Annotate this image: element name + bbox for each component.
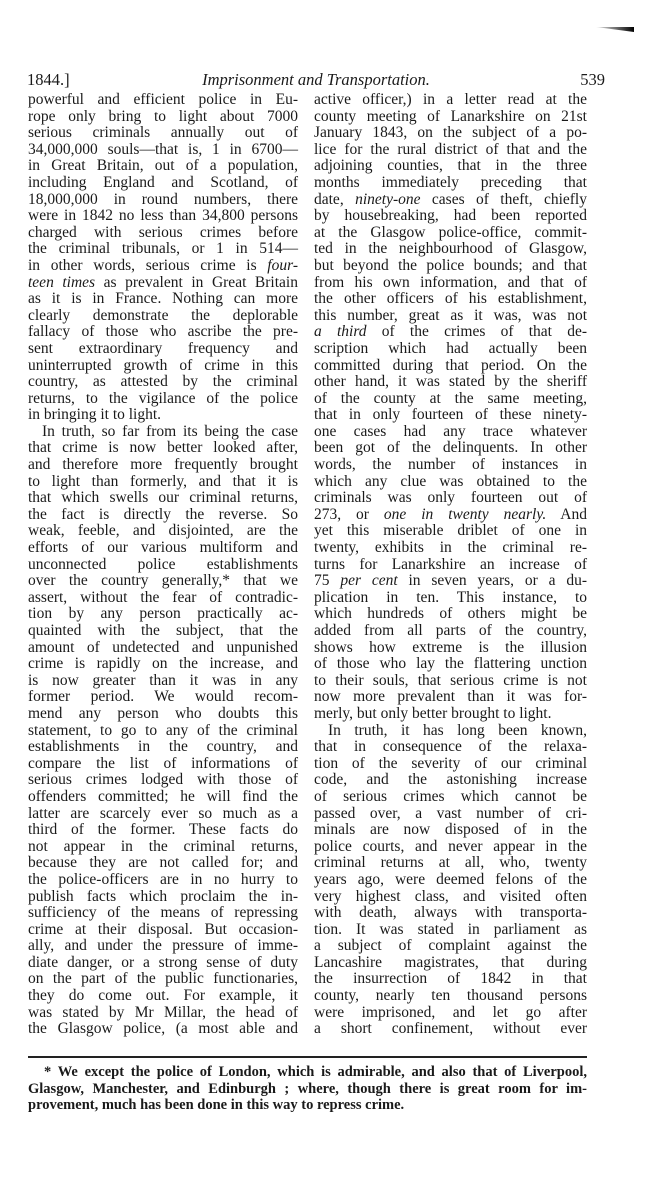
text-line: former period. We would recom- [28, 688, 298, 706]
text-line: country, as attested by the criminal [28, 373, 298, 391]
text-line: of the county at the same meeting, [314, 389, 587, 407]
text-line: this number, great as it was, was not [314, 306, 587, 324]
text-line: compare the list of informations of [28, 754, 298, 772]
text-line: code, and the astonishing increase [314, 771, 587, 789]
text-line: establishments in the country, and [28, 738, 298, 756]
text-line: now more prevalent than it was for- [314, 688, 587, 706]
text-line: rope only bring to light about 7000 [28, 107, 298, 125]
text-line: words, the number of instances in [314, 456, 587, 474]
text-line: a third of the crimes of that de- [314, 323, 587, 341]
italic-emphasis: teen times [28, 273, 96, 291]
running-head [27, 69, 605, 91]
italic-emphasis: a third [314, 323, 367, 341]
text-line: county meeting of Lanarkshire on 21st [314, 107, 587, 125]
text-line: unconnected police establishments [28, 555, 298, 573]
text-line: amount of undetected and unpunished [28, 638, 298, 656]
footnote-line: provement, much has been done in this way to repress crime. [28, 1097, 405, 1113]
right-column-text [314, 92, 587, 1038]
text-line: were in 1842 no less than 34,800 persons [28, 207, 298, 225]
italic-emphasis: per cent [340, 572, 398, 590]
text-line: 34,000,000 souls—that is, 1 in 6700— [28, 140, 298, 158]
text-line: charged with serious crimes before [28, 223, 298, 241]
text-line: because they are not called for; and [28, 854, 298, 872]
text-line: police courts, and never appear in the [314, 837, 587, 855]
text-line: weak, feeble, and disjointed, are the [28, 522, 298, 540]
text-line: passed over, a vast number of cri- [314, 804, 587, 822]
text-line: they do come out. For example, it [28, 987, 298, 1005]
text-line: added from all parts of the country, [314, 622, 587, 639]
text-line: sent extraordinary frequency and [28, 339, 298, 357]
text-line: latter are scarcely ever so much as a [28, 804, 298, 822]
text-line: other hand, it was stated by the sheriff [314, 373, 587, 391]
text-line: the Glasgow police, (a most able and [28, 1020, 298, 1038]
running-head-year: 1844.] [27, 70, 70, 89]
text-line: on the part of the public functionaries, [28, 970, 298, 988]
text-line: is now greater than it was in any [28, 671, 298, 689]
text-line: including England and Scotland, of [28, 173, 298, 191]
text-line: merly, but only better brought to light. [314, 704, 552, 722]
running-head-title: Imprisonment and Transportation. [202, 70, 430, 89]
text-line: turns for Lanarkshire an increase of [314, 555, 587, 573]
text-line: years ago, were deemed felons of the [314, 870, 587, 888]
text-line: a subject of complaint against the [314, 937, 587, 955]
italic-emphasis: four- [267, 256, 298, 274]
text-line: were imprisoned, and let go after [314, 1003, 587, 1021]
text-line: committed during that period. On the [314, 356, 587, 374]
text-line: serious crimes lodged with those of [28, 771, 298, 789]
text-line: 273, or one in twenty nearly. And [314, 505, 587, 523]
text-line: from his own information, and that of [314, 273, 587, 291]
text-line: tion of the severity of our criminal [314, 754, 587, 772]
text-line: twenty, exhibits in the criminal re- [314, 539, 587, 557]
text-line: diate danger, or a strong sense of duty [28, 953, 298, 971]
text-line: 18,000,000 in round numbers, there [28, 190, 298, 208]
text-line: assert, without the fear of contradic- [28, 588, 298, 606]
footnote-line: Glasgow, Manchester, and Edinburgh ; where, though there is great room for im- [28, 1080, 587, 1097]
text-line: Lancashire magistrates, that during [314, 953, 587, 971]
text-line: tion. It was stated in parliament as [314, 920, 587, 938]
text-line: the insurrection of 1842 in that [314, 970, 587, 988]
text-line: was stated by Mr Millar, the head of [28, 1003, 298, 1021]
text-line: of those who lay the flattering unction [314, 655, 587, 673]
text-line: by housebreaking, had been reported [314, 207, 587, 225]
text-line: serious criminals annually out of [28, 124, 298, 142]
text-line: In truth, it has long been known, [328, 721, 587, 739]
italic-emphasis: ninety-one [355, 190, 421, 208]
text-line: scription which had actually been [314, 339, 587, 357]
text-line: that in only fourteen of these ninety- [314, 406, 587, 424]
text-line: mend any person who doubts this [28, 704, 298, 722]
text-line: but beyond the police bounds; and that [314, 256, 587, 274]
text-line: shows how extreme is the illusion [314, 638, 587, 656]
text-line: to light than formerly, and that it is [28, 472, 298, 490]
text-line: quainted with the subject, that the [28, 622, 298, 639]
text-line: months immediately preceding that [314, 173, 587, 191]
text-line: uninterrupted growth of crime in this [28, 356, 298, 374]
italic-emphasis: one in twenty nearly. [383, 505, 547, 523]
footnote [28, 1064, 587, 1114]
text-line: as it is in France. Nothing can more [28, 290, 298, 308]
text-line: that crime is now better looked after, [28, 439, 298, 457]
text-line: to their souls, that serious crime is not [314, 671, 587, 689]
page-number: 539 [580, 70, 605, 89]
text-line: powerful and efficient police in Eu- [28, 91, 298, 108]
text-line: lice for the rural district of that and the [314, 140, 587, 158]
text-line: in Great Britain, out of a population, [28, 157, 298, 175]
text-line: of serious crimes which cannot be [314, 787, 587, 805]
footnote-separator-rule [28, 1056, 587, 1058]
text-line: yet this miserable driblet of one in [314, 522, 587, 540]
text-line: teen times as prevalent in Great Britain [28, 273, 298, 291]
text-line: tion by any person practically ac- [28, 605, 298, 623]
text-line: the fact is directly the reverse. So [28, 505, 298, 523]
footnote-line: * We except the police of London, which is admirable, and also that of Liverpool, [44, 1064, 587, 1080]
text-line: plication in ten. This instance, to [314, 588, 587, 606]
text-line: returns, to the vigilance of the police [28, 389, 298, 407]
text-line: offenders committed; he will find the [28, 787, 298, 805]
text-line: crime is rapidly on the increase, and [28, 655, 298, 673]
text-line: third of the former. These facts do [28, 821, 298, 839]
text-line: which hundreds of others might be [314, 605, 587, 623]
text-line: publish facts which proclaim the in- [28, 887, 298, 905]
text-line: which any clue was obtained to the [314, 472, 587, 490]
text-line: the criminal tribunals, or 1 in 514— [28, 240, 298, 258]
text-line: been got of the delinquents. In other [314, 439, 587, 457]
text-line: statement, to go to any of the criminal [28, 721, 298, 739]
text-line: efforts of our various multiform and [28, 539, 298, 557]
text-line: a short confinement, without ever [314, 1020, 587, 1038]
text-line: fallacy of those who ascribe the pre- [28, 323, 298, 341]
text-line: county, nearly ten thousand persons [314, 987, 587, 1005]
text-line: with death, always with transporta- [314, 904, 587, 922]
text-line: sufficiency of the means of repressing [28, 904, 298, 922]
text-line: not appear in the criminal returns, [28, 837, 298, 855]
text-line: clearly demonstrate the deplorable [28, 306, 298, 324]
text-line: at the Glasgow police-office, commit- [314, 223, 587, 241]
text-line: in bringing it to light. [28, 406, 162, 424]
page-corner-mark [596, 27, 634, 32]
text-line: adjoining counties, that in the three [314, 157, 587, 175]
text-line: the police-officers are in no hurry to [28, 870, 298, 888]
text-line: very highest class, and visited often [314, 887, 587, 905]
text-line: in other words, serious crime is four- [28, 256, 298, 274]
text-line: and therefore more frequently brought [28, 456, 298, 474]
text-line: crime at their disposal. But occasion- [28, 920, 298, 938]
text-line: January 1843, on the subject of a po- [314, 124, 587, 142]
text-line: over the country generally,* that we [28, 572, 298, 590]
text-line: one cases had any trace whatever [314, 422, 587, 440]
text-line: In truth, so far from its being the case [42, 422, 298, 440]
left-column-text [28, 92, 298, 1038]
text-line: that which swells our criminal returns, [28, 489, 298, 507]
text-line: that in consequence of the relaxa- [314, 738, 587, 756]
text-line: 75 per cent in seven years, or a du- [314, 572, 587, 590]
text-line: the other officers of his establishment, [314, 290, 587, 308]
text-line: ted in the neighbourhood of Glasgow, [314, 240, 587, 258]
text-line: ally, and under the pressure of imme- [28, 937, 298, 955]
text-line: criminal returns at all, who, twenty [314, 854, 587, 872]
text-line: criminals was only fourteen out of [314, 489, 587, 507]
text-line: date, ninety-one cases of theft, chiefly [314, 190, 587, 208]
text-line: minals are now disposed of in the [314, 821, 587, 839]
text-line: active officer,) in a letter read at the [314, 91, 587, 108]
